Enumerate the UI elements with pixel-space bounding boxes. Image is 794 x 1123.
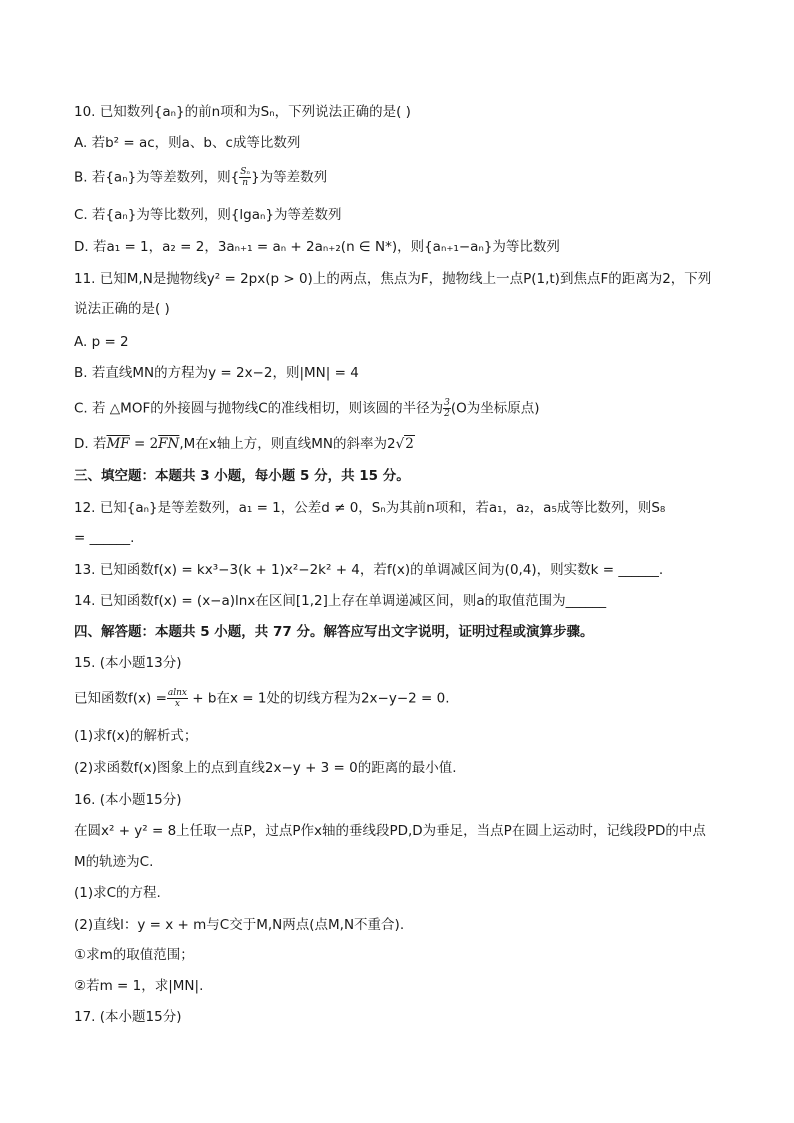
q16-part2-a: ①求m的取值范围； (74, 947, 194, 963)
q11-option-b: B. 若直线MN的方程为y = 2x−2，则|MN| = 4 (74, 365, 359, 381)
q11-option-a: A. p = 2 (74, 334, 129, 350)
section-3-heading: 三、填空题：本题共 3 小题，每小题 5 分，共 15 分。 (74, 468, 410, 484)
q16-stem-line1: 在圆x² + y² = 8上任取一点P，过点P作x轴的垂线段PD,D为垂足，当点P在圆上运动时，记线段PD的中点 (74, 823, 706, 839)
q16-part2-b: ②若m = 1，求|MN|. (74, 978, 204, 994)
fraction-alnx-over-x (167, 688, 188, 709)
q11-option-d (74, 435, 415, 453)
fraction-denominator: 2 (444, 409, 450, 419)
vector-fn: $\overline{FN}$ (158, 436, 180, 452)
q10-option-b-post: }为等差数列 (251, 169, 328, 186)
q12-line2: = ______. (74, 530, 135, 546)
q15-part2: (2)求函数f(x)图象上的点到直线2x−y + 3 = 0的距离的最小值. (74, 760, 457, 776)
q10-option-b-pre: B. 若{aₙ}为等差数列，则{ (74, 169, 240, 186)
q15-title: 15. (本小题13分) (74, 655, 182, 671)
q15-stem-pre: 已知函数f(x) = (74, 690, 167, 707)
vector-mf: $\overline{MF}$ (106, 436, 130, 452)
q11-option-c (74, 398, 540, 419)
q16-title: 16. (本小题15分) (74, 792, 182, 808)
q10-option-d: D. 若a₁ = 1，a₂ = 2，3aₙ₊₁ = aₙ + 2aₙ₊₂(n ∈ N*)，则{aₙ₊₁−aₙ}为等比数列 (74, 239, 560, 255)
q15-stem-post: + b在x = 1处的切线方程为2x−y−2 = 0. (188, 690, 450, 707)
q11-stem-line2: 说法正确的是( ) (74, 301, 170, 317)
q10-option-b (74, 167, 327, 188)
sqrt-sign: √ (395, 436, 405, 452)
fraction-numerator: Sₙ (240, 167, 251, 177)
q10-option-a: A. 若b² = ac，则a、b、c成等比数列 (74, 135, 301, 151)
fraction-denominator: n (242, 178, 249, 188)
q15-part1: (1)求f(x)的解析式； (74, 728, 198, 744)
q11-option-d-mid: = 2 (129, 436, 159, 452)
sqrt-radicand: 2 (405, 436, 414, 452)
q12-line1: 12. 已知{aₙ}是等差数列，a₁ = 1，公差d ≠ 0，Sₙ为其前n项和，若a₁，a₂，a₅成等比数列，则S₈ (74, 500, 666, 516)
q10-stem: 10. 已知数列{aₙ}的前n项和为Sₙ，下列说法正确的是( ) (74, 104, 411, 120)
q17-title: 17. (本小题15分) (74, 1009, 182, 1025)
q15-stem (74, 688, 450, 709)
fraction-denominator: x (174, 699, 180, 709)
q14-stem: 14. 已知函数f(x) = (x−a)lnx在区间[1,2]上存在单调递减区间，则a的取值范围为______ (74, 593, 607, 609)
q11-option-c-pre: C. 若 △MOF的外接圆与抛物线C的准线相切，则该圆的半径为 (74, 400, 444, 417)
fraction-three-halves (443, 398, 451, 419)
q16-part2: (2)直线l：y = x + m与C交于M,N两点(点M,N不重合). (74, 917, 405, 933)
q13-stem: 13. 已知函数f(x) = kx³−3(k + 1)x²−2k² + 4，若f(x)的单调减区间为(0,4)，则实数k = ______. (74, 562, 664, 578)
q16-stem-line2: M的轨迹为C. (74, 854, 154, 870)
q11-option-d-pre: D. 若 (74, 436, 107, 452)
fraction-numerator: alnx (167, 688, 188, 698)
q11-option-d-post: ,M在x轴上方，则直线MN的斜率为2 (179, 436, 396, 452)
section-4-heading: 四、解答题：本题共 5 小题，共 77 分。解答应写出文字说明，证明过程或演算步骤。 (74, 624, 594, 640)
fraction-numerator: 3 (444, 398, 450, 408)
q11-option-c-post: (O为坐标原点) (450, 400, 540, 417)
q16-part1: (1)求C的方程. (74, 885, 161, 901)
q10-option-c: C. 若{aₙ}为等比数列，则{lgaₙ}为等差数列 (74, 207, 342, 223)
q11-stem-line1: 11. 已知M,N是抛物线y² = 2px(p > 0)上的两点，焦点为F，抛物线上一点P(1,t)到焦点F的距离为2，下列 (74, 271, 712, 287)
fraction-sn-over-n (239, 167, 251, 188)
